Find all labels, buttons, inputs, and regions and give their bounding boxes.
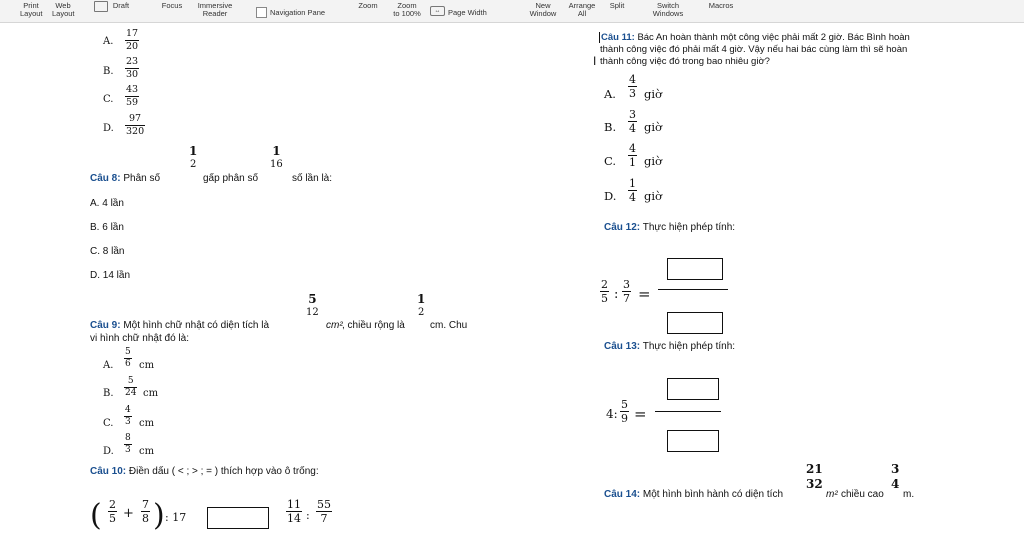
q9-option-d-unit: cm (139, 446, 155, 457)
split-button[interactable] (606, 2, 628, 10)
q8-f1-num: 1 (189, 144, 198, 158)
q11-option-c-unit: giờ (644, 154, 662, 168)
q13-fraction-a (620, 399, 629, 424)
q8-f2-den: 16 (270, 159, 283, 170)
q14-text-2: chiều cao (841, 489, 884, 500)
arrange-label: Arrange (568, 1, 596, 10)
macros-button[interactable] (704, 2, 738, 10)
q11-b-den: 4 (629, 122, 636, 135)
draft-button[interactable] (110, 2, 132, 10)
q9-option-a-fraction (124, 348, 132, 369)
q12-label: Câu 12: (604, 222, 641, 233)
q11-option-a-letter: A. (604, 87, 616, 101)
q9-unit-1: cm² (326, 320, 343, 331)
q10-fraction-b (141, 499, 150, 524)
q14-f2-num: 3 (891, 462, 900, 476)
q9-fraction-1 (305, 293, 320, 318)
q7-option-a-fraction (125, 29, 139, 51)
q12-fraction-bar (658, 289, 728, 290)
web-layout-label-2: Layout (52, 9, 75, 18)
navigation-pane-label: Navigation Pane (270, 8, 326, 17)
q10-c-num: 11 (287, 498, 301, 511)
q9-option-c-letter: C. (103, 418, 114, 429)
q7-option-c-letter: C. (103, 94, 114, 105)
q9-text-1: Một hình chữ nhật có diện tích là (123, 320, 270, 331)
q7-option-b-fraction (125, 57, 139, 79)
immersive-reader-button[interactable] (192, 2, 238, 18)
q13-a-num: 5 (621, 398, 628, 411)
q14-label: Câu 14: (604, 489, 641, 500)
q8-f1-den: 2 (189, 159, 197, 170)
web-layout-label: Web (55, 1, 71, 10)
switch-label: Switch (656, 1, 680, 10)
q11-option-b-fraction (628, 109, 637, 134)
zoom-label: Zoom (358, 1, 378, 10)
q11-stem-line-1 (599, 32, 910, 43)
new-window-label: New (535, 1, 551, 10)
q11-option-d-fraction (628, 178, 637, 203)
q11-option-b-letter: B. (604, 120, 617, 134)
q11-option-d-unit: giờ (644, 189, 662, 203)
q9-c-num: 4 (125, 405, 131, 415)
q9-f1-den: 12 (306, 307, 319, 318)
q9-f2-num: 1 (417, 292, 426, 306)
zoom-100-button[interactable] (388, 2, 426, 18)
q9-label: Câu 9: (90, 320, 121, 331)
q11-text-line-2: thành công việc đó phải mất 4 giờ. Vậy nếu hai bác cùng làm thì sẽ hoàn (600, 44, 908, 55)
q10-fraction-a (108, 499, 117, 524)
q9-option-c-unit: cm (139, 418, 155, 429)
q7-option-b-letter: B. (103, 66, 114, 77)
q11-text-line-3: thành công việc đó trong bao nhiêu giờ? (600, 56, 770, 67)
q9-option-b-unit: cm (143, 388, 159, 399)
immersive-label: Immersive (197, 1, 233, 10)
q9-option-c-fraction (124, 406, 132, 427)
q11-option-b-unit: giờ (644, 120, 662, 134)
draft-icon (94, 1, 108, 12)
q14-f1-num: 21 (806, 462, 823, 476)
q9-b-num: 5 (127, 376, 134, 386)
q13-equals: = (634, 405, 647, 423)
print-layout-label: Print (23, 1, 39, 10)
q13-text: Thực hiện phép tính: (642, 341, 736, 352)
q8-text-1: Phân số (123, 173, 161, 184)
q7-option-d-letter: D. (103, 123, 114, 134)
q11-c-num: 4 (629, 142, 636, 155)
q11-a-num: 4 (629, 73, 636, 86)
q10-stem (90, 466, 319, 477)
split-label: Split (609, 1, 625, 10)
q10-d-den: 7 (320, 512, 328, 525)
q12-equals: = (638, 285, 651, 303)
q9-stem (90, 320, 269, 331)
q9-fraction-2 (416, 293, 426, 318)
q9-option-d-fraction (124, 434, 132, 455)
q13-label: Câu 13: (604, 341, 641, 352)
q9-text-2: , chiều rộng là (342, 320, 405, 331)
q9-option-b-fraction (124, 377, 137, 398)
q8-f2-num: 1 (272, 144, 281, 158)
switch-windows-button[interactable] (648, 2, 688, 18)
page-width-button[interactable]: Page Width (448, 8, 487, 17)
q10-answer-box[interactable] (207, 507, 269, 529)
page-width-icon: ↔ (430, 6, 445, 16)
focus-label: Focus (161, 1, 183, 10)
q12-colon: : (614, 287, 619, 302)
q11-c-den: 1 (629, 156, 636, 169)
q9-option-b-letter: B. (103, 388, 114, 399)
document-page[interactable] (0, 23, 1024, 545)
q11-option-a-fraction (628, 74, 637, 99)
q8-fraction-2 (269, 145, 284, 170)
q11-option-c-fraction (628, 143, 637, 168)
q10-fraction-c (286, 499, 302, 524)
q11-option-d-letter: D. (604, 189, 617, 203)
q10-b-den: 8 (142, 512, 149, 525)
new-window-label-2: Window (529, 9, 557, 18)
q11-d-num: 1 (629, 177, 636, 190)
navigation-pane-checkbox[interactable] (256, 7, 267, 18)
q14-text-1: Một hình bình hành có diện tích (642, 489, 784, 500)
q8-text-2: gấp phân số (203, 173, 259, 184)
q10-right-paren: ) (153, 498, 165, 533)
q8-label: Câu 8: (90, 173, 121, 184)
q8-option-a: A. 4 lần (90, 198, 124, 209)
q12-b-num: 3 (623, 278, 630, 291)
q12-fraction-b (622, 279, 631, 304)
q8-option-b: B. 6 lần (90, 222, 124, 233)
q11-a-den: 3 (629, 87, 636, 100)
q10-c-den: 14 (287, 512, 301, 525)
q8-option-c: C. 8 lần (90, 246, 125, 257)
q7-a-num: 17 (126, 28, 139, 39)
ribbon-toolbar (0, 0, 1024, 23)
q9-a-num: 5 (125, 347, 131, 357)
q7-option-d-fraction (125, 114, 145, 136)
q9-d-num: 8 (125, 433, 131, 443)
q7-b-den: 30 (126, 68, 139, 80)
q10-divide-17: : 17 (165, 511, 187, 524)
focus-button[interactable] (160, 2, 184, 10)
q10-colon: : (306, 509, 310, 522)
q14-f2-den: 4 (891, 477, 900, 491)
q13-denominator-box[interactable] (667, 430, 719, 452)
q7-option-a-letter: A. (103, 36, 114, 47)
zoom-button[interactable] (356, 2, 380, 10)
q11-label: Câu 11: (601, 32, 635, 43)
zoom-100-label: Zoom (397, 1, 417, 10)
q12-stem (604, 222, 735, 233)
q10-plus: + (123, 506, 134, 521)
all-label: All (577, 9, 587, 18)
q10-left-paren: ( (90, 498, 102, 533)
macros-label: Macros (708, 1, 734, 10)
q12-b-den: 7 (623, 292, 630, 305)
q10-a-den: 5 (109, 512, 116, 525)
q9-f2-den: 2 (417, 307, 425, 318)
q7-b-num: 23 (126, 56, 139, 67)
q9-option-a-letter: A. (103, 360, 114, 371)
q7-d-den: 320 (126, 125, 145, 137)
q10-label: Câu 10: (90, 466, 127, 477)
q13-lhs: 4: (606, 407, 618, 421)
q9-option-d-letter: D. (103, 446, 114, 457)
print-layout-button[interactable] (20, 2, 42, 18)
q12-a-num: 2 (601, 278, 608, 291)
q10-d-num: 55 (317, 498, 331, 511)
q12-denominator-box[interactable] (667, 312, 723, 334)
q11-text-line-1: Bác An hoàn thành một công việc phải mất 2 giờ. Bác Bình hoàn (637, 32, 910, 43)
q11-d-den: 4 (629, 191, 636, 204)
q10-a-num: 2 (109, 498, 116, 511)
q14-stem (604, 489, 783, 500)
q8-text-3: số lần là: (292, 173, 333, 184)
q8-fraction-1 (188, 145, 198, 170)
q7-a-den: 20 (126, 40, 139, 52)
q13-fraction-bar (655, 411, 721, 412)
q14-f1-den: 32 (806, 477, 823, 491)
q9-d-den: 3 (125, 445, 131, 455)
reader-label: Reader (202, 9, 228, 18)
new-window-button[interactable] (526, 2, 560, 18)
q9-text-3: cm. Chu (430, 320, 468, 331)
q8-option-d: D. 14 lần (90, 270, 131, 281)
q12-a-den: 5 (601, 292, 608, 305)
q14-unit-2: m. (903, 489, 915, 500)
q7-c-num: 43 (126, 84, 139, 95)
q11-option-c-letter: C. (604, 154, 617, 168)
q9-text-line-2: vi hình chữ nhật đó là: (90, 333, 189, 344)
q12-text: Thực hiện phép tính: (642, 222, 736, 233)
arrange-all-button[interactable] (564, 2, 600, 18)
q7-c-den: 59 (126, 96, 139, 108)
q10-fraction-d (316, 499, 332, 524)
q11-option-a-unit: giờ (644, 87, 662, 101)
zoom-100-label-2: to 100% (393, 9, 421, 18)
q9-b-den: 24 (125, 388, 137, 398)
q10-text: Điền dấu ( < ; > ; = ) thích hợp vào ô trống: (128, 466, 319, 477)
q13-numerator-box[interactable] (667, 378, 719, 400)
q9-c-den: 3 (125, 417, 131, 427)
ibeam-cursor-icon: I (593, 54, 597, 68)
q7-d-num: 97 (129, 113, 142, 124)
q7-option-c-fraction (125, 85, 139, 107)
q11-b-num: 3 (629, 108, 636, 121)
q9-a-den: 6 (125, 359, 131, 369)
q13-stem (604, 341, 735, 352)
q14-unit-1: m² (826, 489, 838, 500)
q12-numerator-box[interactable] (667, 258, 723, 280)
web-layout-button[interactable] (52, 2, 74, 18)
q10-b-num: 7 (142, 498, 149, 511)
q13-a-den: 9 (621, 412, 628, 425)
windows-label: Windows (652, 9, 684, 18)
q12-fraction-a (600, 279, 609, 304)
q9-f1-num: 5 (308, 292, 317, 306)
q14-fraction-2 (890, 463, 900, 490)
print-layout-label-2: Layout (20, 9, 43, 18)
q8-stem (90, 173, 160, 184)
draft-label: Draft (112, 1, 130, 10)
q9-option-a-unit: cm (139, 360, 155, 371)
q14-fraction-1 (805, 463, 824, 490)
